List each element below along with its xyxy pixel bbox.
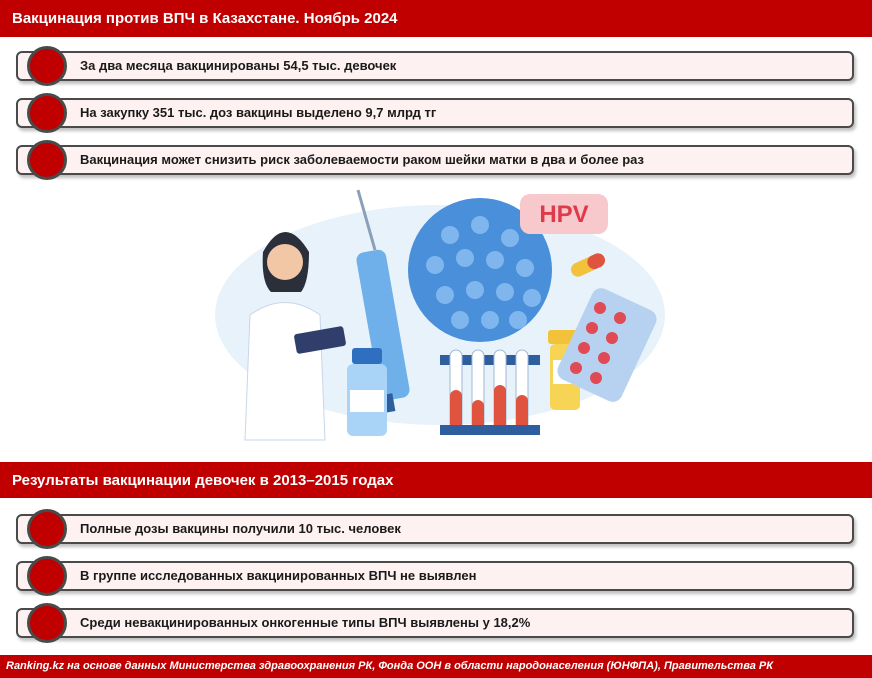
result-item	[16, 608, 854, 638]
hpv-label: HPV	[539, 201, 589, 228]
fact-item	[16, 51, 854, 81]
bullet-circle-icon	[27, 556, 67, 596]
result-text: В группе исследованных вакцинированных ВПЧ не выявлен	[80, 568, 477, 583]
bullet-circle-icon	[27, 140, 67, 180]
fact-item	[16, 145, 854, 175]
fact-text: За два месяца вакцинированы 54,5 тыс. девочек	[80, 58, 397, 73]
bullet-circle-icon	[27, 509, 67, 549]
fact-item	[16, 98, 854, 128]
bullet-circle-icon	[27, 603, 67, 643]
vial-icon	[347, 348, 387, 436]
section-title-hpv-vaccination: Вакцинация против ВПЧ в Казахстане. Ноябрь 2024	[0, 0, 872, 37]
source-footer: Ranking.kz на основе данных Министерства здравоохранения РК, Фонда ООН в области народонаселения (ЮНФПА), Правительства РК	[0, 655, 872, 678]
result-item	[16, 561, 854, 591]
fact-text: На закупку 351 тыс. доз вакцины выделено 9,7 млрд тг	[80, 105, 437, 120]
bullet-circle-icon	[27, 93, 67, 133]
result-text: Среди невакцинированных онкогенные типы ВПЧ выявлены у 18,2%	[80, 615, 531, 630]
result-text: Полные дозы вакцины получили 10 тыс. человек	[80, 521, 401, 536]
fact-text: Вакцинация может снизить риск заболеваемости раком шейки матки в два и более раз	[80, 152, 644, 167]
bullet-circle-icon	[27, 46, 67, 86]
hpv-badge	[520, 194, 608, 234]
section-title-results: Результаты вакцинации девочек в 2013–2015 годах	[0, 462, 872, 498]
medical-illustration	[200, 180, 670, 450]
result-item	[16, 514, 854, 544]
